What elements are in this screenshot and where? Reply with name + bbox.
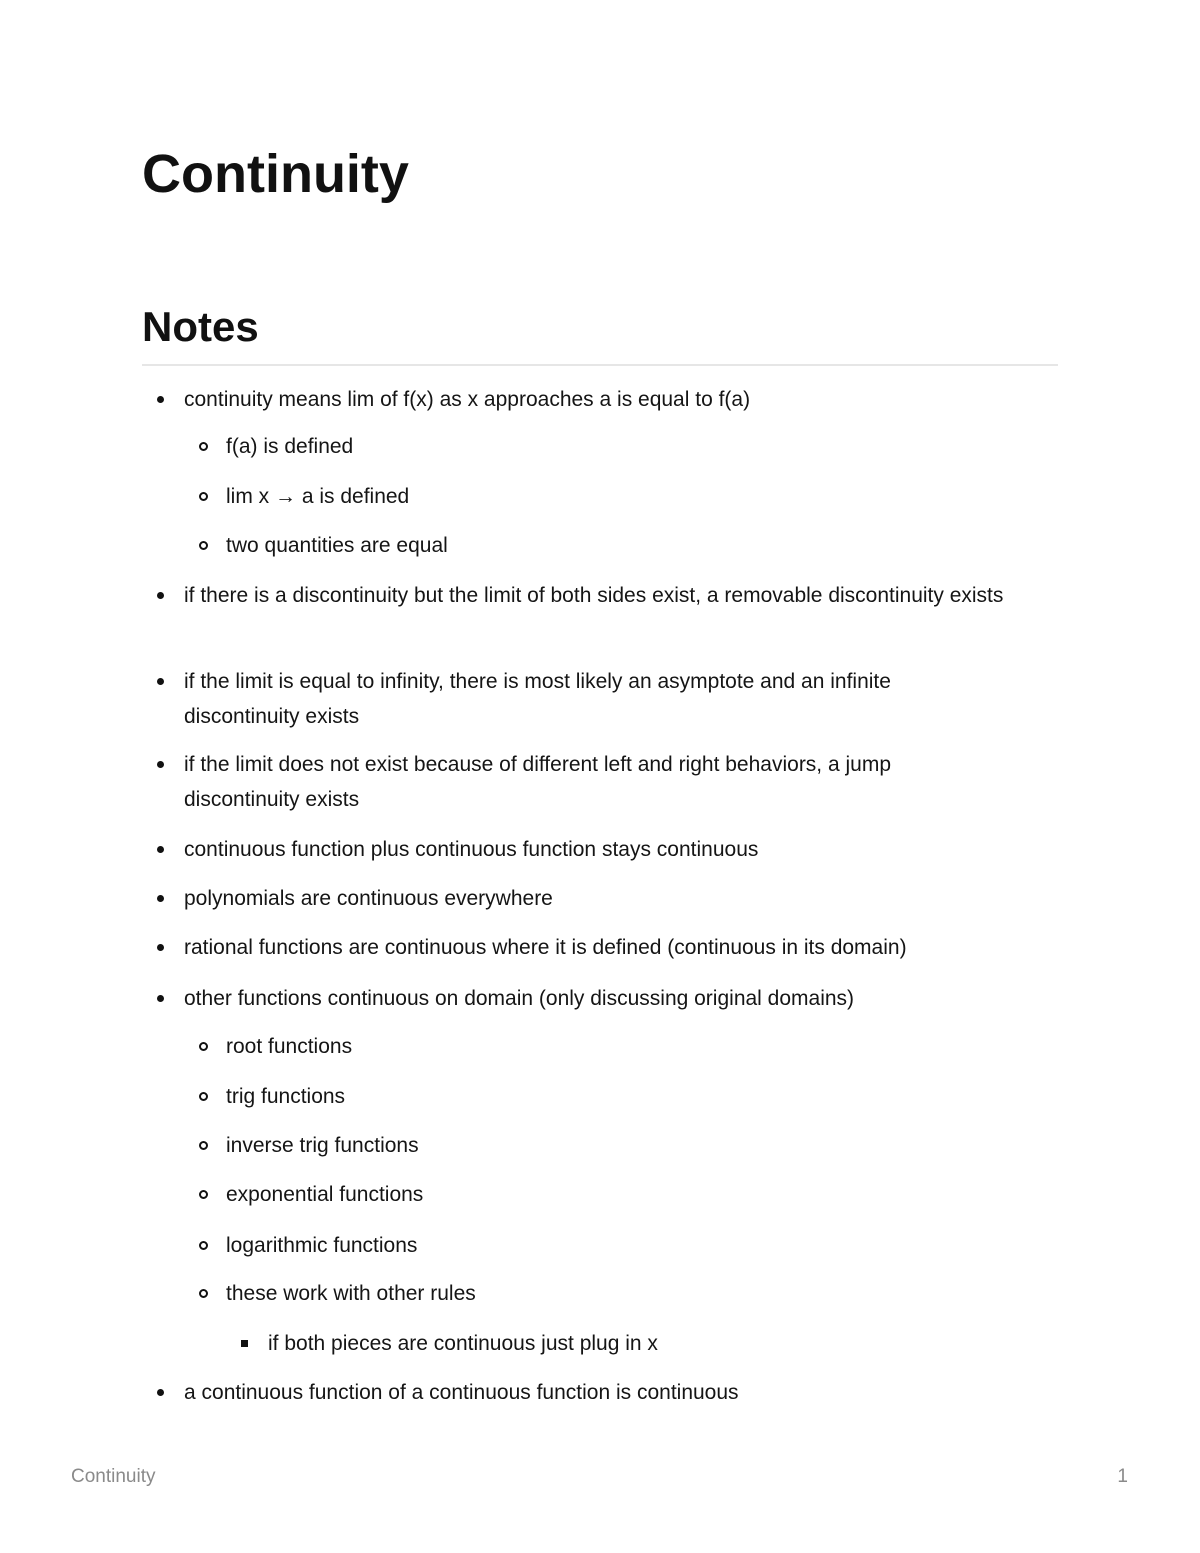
list-item-text: continuity means lim of f(x) as x approaches a is equal to f(a)	[184, 388, 751, 411]
bullet-hollow-circle-icon	[199, 1190, 208, 1199]
list-item	[226, 1079, 1046, 1114]
bullet-hollow-circle-icon	[199, 1092, 208, 1101]
list-item	[184, 881, 1054, 916]
list-item	[226, 429, 1046, 464]
bullet-filled-square-icon	[241, 1340, 248, 1347]
section-heading-notes: Notes	[142, 303, 259, 350]
list-item-text: if both pieces are continuous just plug in x	[268, 1332, 658, 1355]
list-item-text: lim x → a is defined	[226, 485, 410, 508]
bullet-hollow-circle-icon	[199, 1289, 208, 1298]
bullet-filled-circle-icon	[157, 761, 164, 768]
list-item-text: polynomials are continuous everywhere	[184, 887, 553, 910]
list-item	[226, 1177, 1046, 1212]
list-item-text: if there is a discontinuity but the limit of both sides exist, a removable discontinuity exists	[184, 584, 1004, 607]
bullet-filled-circle-icon	[157, 944, 164, 951]
list-item-text: trig functions	[226, 1085, 346, 1108]
footer-page-number: 1	[1117, 1466, 1128, 1487]
bullet-hollow-circle-icon	[199, 442, 208, 451]
bullet-filled-circle-icon	[157, 396, 164, 403]
bullet-filled-circle-icon	[157, 1389, 164, 1396]
bullet-filled-circle-icon	[157, 592, 164, 599]
list-item	[184, 664, 984, 734]
list-item-text: exponential functions	[226, 1183, 424, 1206]
bullet-filled-circle-icon	[157, 995, 164, 1002]
list-item	[226, 1276, 1046, 1311]
list-item-text: if the limit is equal to infinity, there is most likely an asymptote and an infinite discontinuity exists	[184, 670, 891, 728]
list-item-text: root functions	[226, 1035, 353, 1058]
list-item-text: two quantities are equal	[226, 534, 448, 557]
list-item-text: rational functions are continuous where it is defined (continuous in its domain)	[184, 936, 907, 959]
bullet-hollow-circle-icon	[199, 1241, 208, 1250]
bullet-hollow-circle-icon	[199, 1042, 208, 1051]
list-item	[184, 981, 1054, 1016]
list-item	[184, 1375, 1054, 1410]
bullet-hollow-circle-icon	[199, 1141, 208, 1150]
bullet-hollow-circle-icon	[199, 492, 208, 501]
list-item-text: other functions continuous on domain (only discussing original domains)	[184, 987, 855, 1010]
list-item	[226, 1029, 1046, 1064]
list-item-text: continuous function plus continuous function stays continuous	[184, 838, 759, 861]
list-item	[184, 382, 1054, 417]
list-item-text: these work with other rules	[226, 1282, 476, 1305]
list-item	[184, 832, 1054, 867]
list-item	[184, 578, 1054, 613]
list-item	[268, 1326, 1048, 1361]
bullet-filled-circle-icon	[157, 895, 164, 902]
list-item	[184, 747, 984, 817]
list-item	[226, 479, 1046, 514]
footer-document-title: Continuity	[71, 1466, 156, 1487]
list-item-text: inverse trig functions	[226, 1134, 419, 1157]
list-item-text: a continuous function of a continuous function is continuous	[184, 1381, 739, 1404]
bullet-filled-circle-icon	[157, 678, 164, 685]
list-item	[226, 1228, 1046, 1263]
list-item-text: if the limit does not exist because of different left and right behaviors, a jump discontinuity exists	[184, 753, 892, 811]
list-item-text: logarithmic functions	[226, 1234, 418, 1257]
bullet-hollow-circle-icon	[199, 541, 208, 550]
list-item-text: f(a) is defined	[226, 435, 354, 458]
section-divider	[142, 364, 1058, 366]
bullet-filled-circle-icon	[157, 846, 164, 853]
page-title: Continuity	[142, 144, 409, 204]
list-item	[226, 528, 1046, 563]
list-item	[226, 1128, 1046, 1163]
list-item	[184, 930, 1054, 965]
